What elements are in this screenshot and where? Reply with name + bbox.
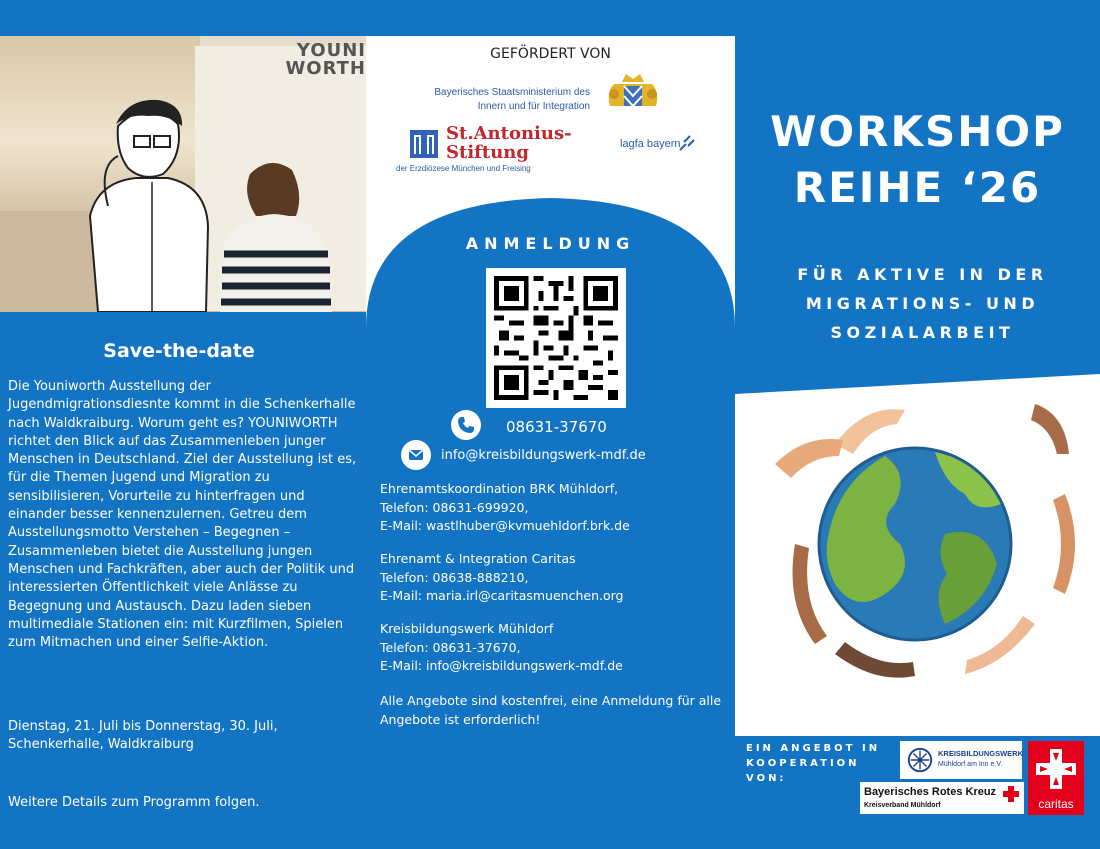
visitor-figure xyxy=(200,154,350,312)
qr-code xyxy=(494,276,618,400)
caritas-logo xyxy=(1028,741,1084,815)
kreisbildungswerk-sub: Mühldorf am Inn e.V. xyxy=(938,761,1003,768)
contact-kreisbildungswerk xyxy=(380,620,735,676)
coop-line-3: VON: xyxy=(746,773,787,784)
mail-icon xyxy=(401,440,431,470)
brk-name: Bayerisches Rotes Kreuz xyxy=(864,786,997,798)
contact-name: Kreisbildungswerk Mühldorf xyxy=(380,621,554,636)
workshop-title xyxy=(735,104,1100,216)
red-cross-icon xyxy=(1003,786,1019,802)
registration-email[interactable]: info@kreisbildungswerk-mdf.de xyxy=(441,448,646,463)
contact-email[interactable]: E-Mail: wastlhuber@kvmuehldorf.brk.de xyxy=(380,518,630,533)
subtitle-line-3: SOZIALARBEIT xyxy=(830,323,1015,342)
contact-name: Ehrenamt & Integration Caritas xyxy=(380,551,576,566)
coop-line-2: KOOPERATION xyxy=(746,758,860,769)
title-line-2: REIHE ‘26 xyxy=(793,163,1042,212)
subtitle-line-1: FÜR AKTIVE IN DER xyxy=(797,265,1048,284)
caritas-cross-icon xyxy=(1028,741,1084,797)
bavarian-crest-icon xyxy=(602,72,664,114)
antonius-line-1: St.Antonius- xyxy=(446,123,572,144)
contact-phone: Telefon: 08631-699920, xyxy=(380,499,529,515)
free-offer-notice: Alle Angebote sind kostenfrei, eine Anmeldung für alle Angebote ist erforderlich! xyxy=(380,693,722,727)
caritas-name: caritas xyxy=(1038,797,1074,811)
registration-phone[interactable]: 08631-37670 xyxy=(506,418,607,436)
lagfa-logo-icon xyxy=(678,132,696,152)
location-line: Schenkerhalle, Waldkraiburg xyxy=(8,737,194,753)
antonius-subtitle: der Erzdiözese München und Freising xyxy=(396,164,531,173)
ministry-line-1: Bayerisches Staatsministerium des xyxy=(434,87,590,98)
dates-line: Dienstag, 21. Juli bis Donnerstag, 30. Juli, xyxy=(8,719,278,734)
contact-email[interactable]: E-Mail: info@kreisbildungswerk-mdf.de xyxy=(380,658,623,673)
phone-icon xyxy=(451,410,481,440)
contact-brk xyxy=(380,480,735,536)
more-details-note: Weitere Details zum Programm folgen. xyxy=(8,795,260,810)
contact-email[interactable]: E-Mail: maria.irl@caritasmuenchen.org xyxy=(380,588,624,603)
contact-name: Ehrenamtskoordination BRK Mühldorf, xyxy=(380,481,619,496)
exhibition-wall-lettering: YOUNI WORTH xyxy=(285,40,366,79)
sponsors-heading: GEFÖRDERT VON xyxy=(490,46,611,62)
exhibition-dates xyxy=(8,718,358,755)
cooperation-label xyxy=(746,741,906,786)
subtitle-line-2: MIGRATIONS- UND xyxy=(805,294,1040,313)
kreisbildungswerk-logo xyxy=(900,741,1022,779)
brk-logo xyxy=(860,782,1024,814)
ministry-logo-text xyxy=(386,86,590,114)
antonius-line-2: Stiftung xyxy=(446,142,529,163)
registration-qr-code[interactable] xyxy=(486,268,626,408)
registration-heading: ANMELDUNG xyxy=(465,234,636,253)
lagfa-logo-text: lagfa bayern xyxy=(620,138,681,150)
contact-phone: Telefon: 08631-37670, xyxy=(380,639,521,655)
globe-hands-illustration xyxy=(735,344,1100,736)
contact-phone: Telefon: 08638-888210, xyxy=(380,569,529,585)
exhibition-description: Die Youniworth Ausstellung der Jugendmigrationsdiesnte kommt in die Schenkerhalle nach Waldkraiburg. Worum geht es? YOUNIWORTH richtet den Blick auf das Zusammenleben junger Menschen in Deutschland. Ziel der Ausstellung ist es, für die Themen Jugend und Migration zu sensibilisieren, Vorurteile zu hinterfragen und einander besser kennenzulernen. Getreu dem Ausstellungsmotto Verstehen – Begegnen – Zusammenleben bietet die Ausstellung jungen Menschen und Fachkräften, aber auch der Politik und interessierten Öffentlichkeit viele Anlässe zu Begegnung und Austausch. Dazu laden sieben multimediale Stationen ein: mit Kurzfilmen, Spielen zum Mitmachen und einer Selfie-Aktion. xyxy=(8,379,357,651)
save-the-date-heading: Save-the-date xyxy=(103,340,255,362)
exhibition-photo xyxy=(0,36,366,312)
antonius-logo-icon xyxy=(410,130,438,158)
title-line-1: WORKSHOP xyxy=(770,107,1065,156)
workshop-subtitle xyxy=(760,260,1085,347)
kreisbildungswerk-icon xyxy=(906,746,934,774)
antonius-logo-name xyxy=(446,124,572,162)
ministry-line-2: Innern und für Integration xyxy=(477,101,590,112)
kreisbildungswerk-name: KREISBILDUNGSWERK xyxy=(938,749,1024,758)
coop-line-1: EIN ANGEBOT IN xyxy=(746,743,881,754)
brk-sub: Kreisverband Mühldorf xyxy=(864,802,941,809)
contact-caritas xyxy=(380,550,735,606)
